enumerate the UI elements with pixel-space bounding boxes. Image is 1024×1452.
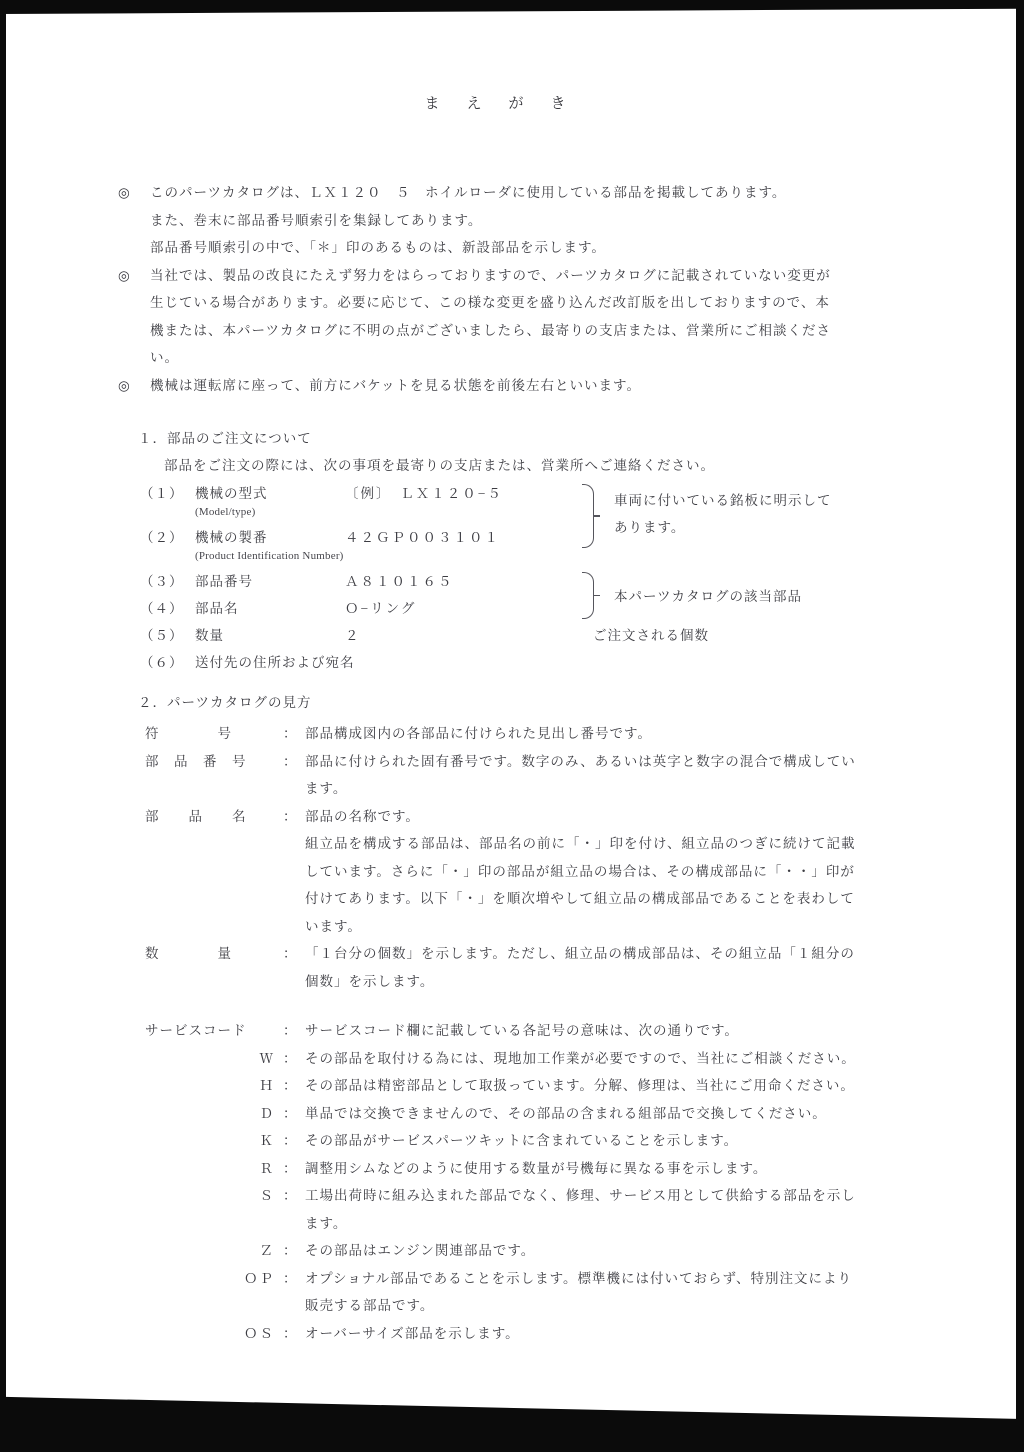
item-label: 機械の製番 [195, 530, 268, 545]
service-code-row [145, 1072, 926, 1100]
item-value: ２ [345, 628, 361, 643]
term-line: 個数」を示します。 [305, 973, 435, 989]
colon: ： [283, 1023, 298, 1038]
note-line: い。 [150, 350, 179, 365]
code-line: その部品を取付ける為には、現地加工作業が必要ですので、当社にご相談ください。 [305, 1050, 856, 1066]
item-number: （３） [140, 574, 184, 589]
code-line: ます。 [305, 1215, 348, 1231]
order-item-row [140, 598, 926, 619]
colon: ： [283, 1105, 298, 1121]
annotation-line: 車両に付いている銘板に明示して [614, 493, 832, 508]
term-line: 組立品を構成する部品は、部品名の前に「・」印を付け、組立品のつぎに続けて記載 [305, 836, 856, 851]
section2-heading: ２．パーツカタログの見方 [138, 695, 312, 710]
note-line: また、巻末に部品番号順索引を集録してあります。 [150, 212, 483, 228]
term-label: 部 品 名 [145, 808, 247, 824]
item-value: Ｏ−リング [345, 601, 417, 616]
term-row [145, 720, 926, 748]
item-label-english: (Product Identification Number) [195, 550, 344, 562]
scan-edge-right [1016, 0, 1024, 1452]
term-line: 付けてあります。以下「・」を順次増やして組立品の構成部品であることを表わして [305, 891, 855, 906]
section-how-to-read [118, 689, 926, 1347]
colon: ： [283, 1188, 298, 1203]
service-code-letter: Ｚ [259, 1243, 275, 1258]
colon: ： [283, 946, 298, 961]
order-item-row [140, 571, 926, 592]
service-code-letter: Ｓ [259, 1188, 275, 1203]
term-line: サービスコード欄に記載している各記号の意味は、次の通りです。 [305, 1023, 739, 1038]
service-code-block [118, 1017, 926, 1347]
section1-intro: 部品をご注文の際には、次の事項を最寄りの支店または、営業所へご連絡ください。 [164, 458, 715, 473]
double-circle-icon: ◎ [118, 185, 131, 200]
code-line: 単品では交換できませんので、その部品の含まれる組部品で交換してください。 [305, 1105, 827, 1121]
term-row [145, 748, 926, 803]
service-code-letter: Ｈ [259, 1078, 275, 1093]
brace-icon [582, 572, 594, 619]
page-title: ま え が き [424, 96, 572, 112]
item-value: ４２ＧＰ００３１０１ [345, 530, 500, 545]
code-line: オーバーサイズ部品を示します。 [305, 1325, 520, 1341]
item-number: （４） [140, 601, 184, 616]
order-item-row [140, 652, 926, 673]
colon: ： [283, 1325, 298, 1341]
note-line: 機または、本パーツカタログに不明の点がございましたら、最寄りの支店または、営業所にご相談くださ [150, 322, 831, 338]
annotation-line: あります。 [614, 520, 686, 535]
service-code-row [145, 1100, 926, 1128]
code-line: 工場出荷時に組み込まれた部品でなく、修理、サービス用として供給する部品を示し [305, 1188, 856, 1203]
note-line: このパーツカタログは、ＬＸ１２０ ５ ホイルローダに使用している部品を掲載してあります。 [150, 185, 787, 200]
service-code-row [145, 1182, 926, 1237]
service-code-row [145, 1127, 926, 1155]
item-number: （１） [140, 486, 184, 501]
item-number: （５） [140, 628, 184, 643]
service-code-letter: ＯＳ [244, 1325, 275, 1341]
term-row [145, 1017, 926, 1045]
service-code-letter: Ｒ [259, 1160, 275, 1176]
item-label: 送付先の住所および宛名 [195, 655, 355, 670]
note-line: 生じている場合があります。必要に応じて、この様な変更を盛り込んだ改訂版を出しておりますので、本 [150, 295, 830, 310]
term-line: 「１台分の個数」を示します。ただし、組立品の構成部品は、その組立品「１組分の [305, 946, 855, 961]
double-circle-icon: ◎ [118, 267, 131, 283]
item-label: 部品番号 [195, 574, 253, 589]
order-items-table [140, 483, 926, 673]
preface-notes [118, 179, 926, 399]
brace-icon [582, 484, 594, 548]
term-line: 部品構成図内の各部品に付けられた見出し番号です。 [305, 726, 652, 741]
service-code-letter: ＯＰ [244, 1270, 275, 1286]
colon: ： [283, 1078, 298, 1093]
term-label: 部 品 番 号 [145, 753, 247, 769]
term-line: しています。さらに「・」印の部品が組立品の場合は、その構成部品に「・・」印が [305, 863, 855, 879]
item-note: ご注文される個数 [593, 628, 709, 643]
item-number: （６） [140, 655, 184, 670]
code-line: その部品は精密部品として取扱っています。分解、修理は、当社にご用命ください。 [305, 1078, 855, 1093]
term-line: ます。 [305, 781, 348, 796]
service-code-letter: Ｄ [259, 1105, 275, 1121]
term-label: 数 量 [145, 946, 232, 961]
term-row [145, 940, 926, 995]
service-code-letter: Ｋ [259, 1133, 275, 1148]
item-value: 〔例〕 ＬＸ１２０−５ [345, 486, 503, 501]
colon: ： [283, 1243, 298, 1258]
service-code-row [145, 1237, 926, 1265]
note-line: 当社では、製品の改良にたえず努力をはらっておりますので、パーツカタログに記載されていない変更が [150, 267, 831, 283]
colon: ： [283, 1270, 298, 1286]
term-row [145, 803, 926, 941]
item-number: （２） [140, 530, 184, 545]
term-line: 部品に付けられた固有番号です。数字のみ、あるいは英字と数字の混合で構成してい [305, 753, 856, 769]
brace-annotation [614, 583, 802, 610]
code-line: オプショナル部品であることを示します。標準機には付いておらず、特別注文により [305, 1270, 852, 1286]
note-2 [118, 262, 926, 372]
colon: ： [283, 1050, 298, 1066]
term-label: サービスコード [145, 1023, 247, 1038]
note-line: 機械は運転席に座って、前方にバケットを見る状態を前後左右といいます。 [150, 377, 641, 393]
item-label: 部品名 [195, 601, 239, 616]
term-line: います。 [305, 918, 362, 934]
service-code-row [145, 1265, 926, 1320]
item-label-english: (Model/type) [195, 506, 256, 518]
note-line: 部品番号順索引の中で、「＊」印のあるものは、新設部品を示します。 [150, 240, 606, 255]
scan-edge-left [0, 0, 6, 1452]
section-ordering [118, 425, 926, 673]
service-code-row [145, 1045, 926, 1073]
item-value: Ａ８１０１６５ [345, 574, 454, 589]
code-line: 販売する部品です。 [305, 1298, 435, 1313]
service-code-row [145, 1155, 926, 1183]
brace-annotation [614, 487, 832, 541]
item-label: 機械の型式 [195, 486, 268, 501]
code-line: 調整用シムなどのように使用する数量が号機毎に異なる事を示します。 [305, 1160, 768, 1176]
order-item-row [140, 625, 926, 646]
colon: ： [283, 1133, 298, 1148]
section1-heading: １．部品のご注文について [138, 431, 312, 446]
code-line: その部品がサービスパーツキットに含まれていることを示します。 [305, 1133, 739, 1148]
annotation-line: 本パーツカタログの該当部品 [614, 589, 802, 604]
note-3 [118, 372, 926, 400]
service-code-letter: Ｗ [259, 1050, 275, 1066]
colon: ： [283, 726, 298, 741]
double-circle-icon: ◎ [118, 377, 131, 393]
note-1 [118, 179, 926, 262]
term-label: 符 号 [145, 726, 232, 741]
term-line: 部品の名称です。 [305, 808, 420, 824]
service-code-row [145, 1320, 926, 1348]
item-label: 数量 [195, 628, 224, 643]
colon: ： [283, 753, 298, 769]
colon: ： [283, 1160, 298, 1176]
code-line: その部品はエンジン関連部品です。 [305, 1243, 536, 1258]
colon: ： [283, 808, 298, 824]
